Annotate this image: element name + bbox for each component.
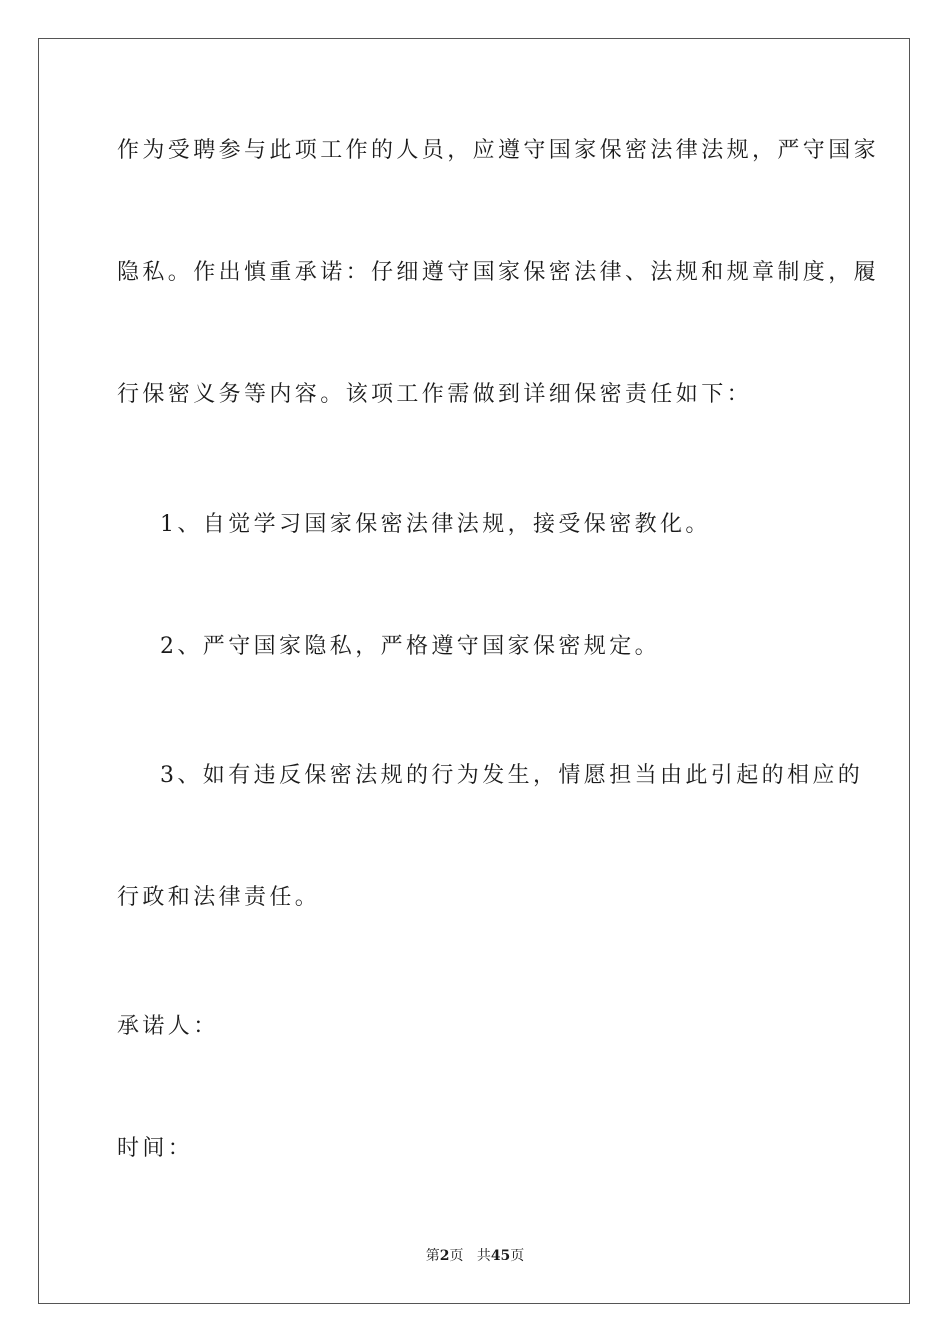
paragraph-line-continuation: 行政和法律责任。 xyxy=(117,885,321,910)
total-suffix: 页 xyxy=(510,1248,525,1264)
list-item-3: 3、如有违反保密法规的行为发生，情愿担当由此引起的相应的 xyxy=(160,763,864,788)
date-label: 时间： xyxy=(117,1136,194,1161)
list-item-1: 1、自觉学习国家保密法律法规，接受保密教化。 xyxy=(160,512,711,537)
paragraph-line-1: 作为受聘参与此项工作的人员，应遵守国家保密法律法规，严守国家 xyxy=(117,138,880,163)
page-suffix: 页 xyxy=(449,1248,464,1264)
paragraph-line-2: 隐私。作出慎重承诺：仔细遵守国家保密法律、法规和规章制度，履 xyxy=(117,260,880,285)
total-pages: 45 xyxy=(490,1248,511,1264)
page-footer xyxy=(0,1246,950,1266)
paragraph-line-3: 行保密义务等内容。该项工作需做到详细保密责任如下： xyxy=(117,382,753,407)
page-prefix: 第 xyxy=(425,1248,440,1264)
signatory-label: 承诺人： xyxy=(117,1014,219,1039)
page-border xyxy=(38,38,910,1304)
list-item-2: 2、严守国家隐私，严格遵守国家保密规定。 xyxy=(160,634,660,659)
page-number: 2 xyxy=(439,1248,450,1264)
total-prefix: 共 xyxy=(476,1248,491,1264)
